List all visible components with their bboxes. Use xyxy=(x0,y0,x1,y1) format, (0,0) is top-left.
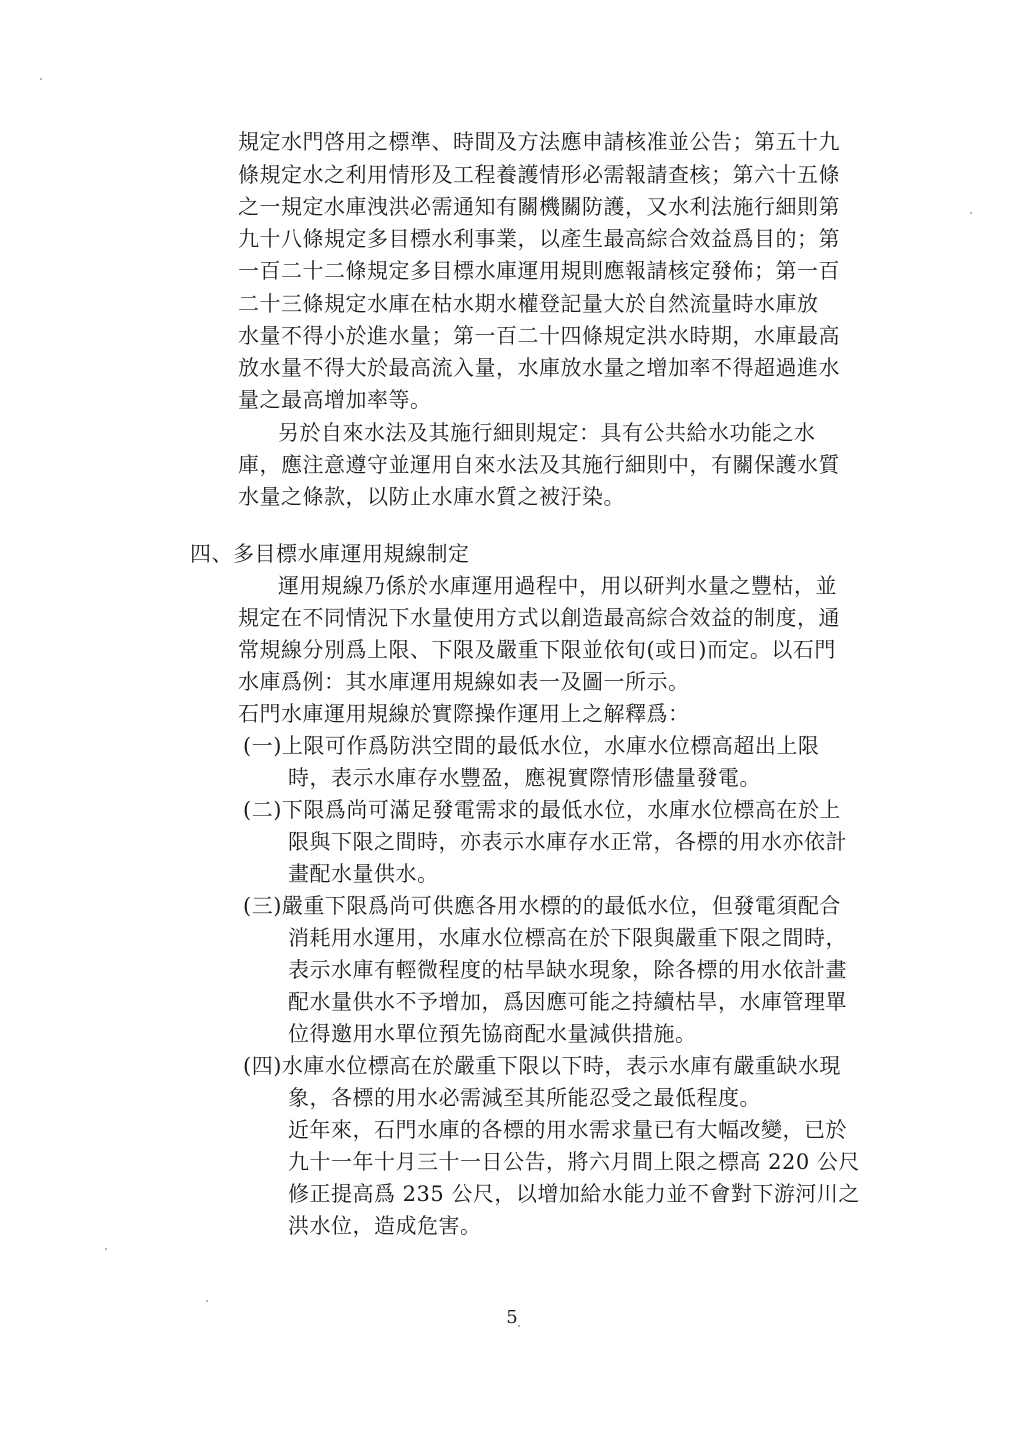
text-line: 條規定水之利用情形及工程養護情形必需報請查核；第六十五條 xyxy=(238,163,840,187)
scan-speck xyxy=(40,78,42,80)
text-line: 洪水位，造成危害。 xyxy=(288,1214,482,1238)
text-line: 限與下限之間時，亦表示水庫存水正常，各標的用水亦依計 xyxy=(288,830,847,854)
list-item: (四)水庫水位標高在於嚴重下限以下時，表示水庫有嚴重缺水現 xyxy=(243,1054,841,1078)
text-line: 九十一年十月三十一日公告，將六月間上限之標高 220 公尺 xyxy=(288,1150,860,1174)
text-line: 表示水庫有輕微程度的枯旱缺水現象，除各標的用水依計畫 xyxy=(288,958,847,982)
text-line: 消耗用水運用，水庫水位標高在於下限與嚴重下限之間時， xyxy=(288,926,847,950)
page-number: 5 xyxy=(506,1307,518,1328)
text-line: 修正提高爲 235 公尺，以增加給水能力並不會對下游河川之 xyxy=(288,1182,860,1206)
text-line: 一百二十二條規定多目標水庫運用規則應報請核定發佈；第一百 xyxy=(238,259,840,283)
text-line: 畫配水量供水。 xyxy=(288,862,439,886)
scan-speck xyxy=(105,1248,107,1250)
text-line: 水量之條款，以防止水庫水質之被汙染。 xyxy=(238,485,625,509)
list-item: (一)上限可作爲防洪空間的最低水位，水庫水位標高超出上限 xyxy=(243,734,820,758)
text-line: 運用規線乃係於水庫運用過程中，用以研判水量之豐枯，並 xyxy=(278,574,837,598)
text-line: 時，表示水庫存水豐盈，應視實際情形儘量發電。 xyxy=(288,766,761,790)
text-line: 水量不得小於進水量；第一百二十四條規定洪水時期，水庫最高 xyxy=(238,324,840,348)
text-line: 二十三條規定水庫在枯水期水權登記量大於自然流量時水庫放 xyxy=(238,292,819,316)
text-line: 量之最高增加率等。 xyxy=(238,388,432,412)
text-line: 常規線分別爲上限、下限及嚴重下限並依旬(或日)而定。以石門 xyxy=(238,638,836,662)
text-line: 水庫爲例：其水庫運用規線如表一及圖一所示。 xyxy=(238,670,690,694)
list-item: (二)下限爲尚可滿足發電需求的最低水位，水庫水位標高在於上 xyxy=(243,798,841,822)
text-line: 規定水門啓用之標準、時間及方法應申請核准並公告；第五十九 xyxy=(238,130,840,154)
text-line: 放水量不得大於最高流入量，水庫放水量之增加率不得超過進水 xyxy=(238,356,840,380)
text-line: 配水量供水不予增加，爲因應可能之持續枯旱，水庫管理單 xyxy=(288,990,847,1014)
text-line: 九十八條規定多目標水利事業，以產生最高綜合效益爲目的；第 xyxy=(238,227,840,251)
text-line: 石門水庫運用規線於實際操作運用上之解釋爲： xyxy=(238,702,690,726)
text-line: 位得邀用水單位預先協商配水量減供措施。 xyxy=(288,1022,697,1046)
list-item: (三)嚴重下限爲尚可供應各用水標的的最低水位，但發電須配合 xyxy=(243,894,841,918)
scan-speck xyxy=(518,1325,520,1327)
text-line: 規定在不同情況下水量使用方式以創造最高綜合效益的制度，通 xyxy=(238,606,840,630)
text-line: 庫，應注意遵守並運用自來水法及其施行細則中，有關保護水質 xyxy=(238,453,840,477)
text-line: 近年來，石門水庫的各標的用水需求量已有大幅改變，已於 xyxy=(288,1118,847,1142)
text-line: 另於自來水法及其施行細則規定：具有公共給水功能之水 xyxy=(278,421,816,445)
section-heading: 四、多目標水庫運用規線制定 xyxy=(190,542,470,566)
scan-speck xyxy=(206,1300,208,1302)
text-line: 象，各標的用水必需減至其所能忍受之最低程度。 xyxy=(288,1086,761,1110)
scan-speck xyxy=(970,212,972,214)
text-line: 之一規定水庫洩洪必需通知有關機關防護，又水利法施行細則第 xyxy=(238,195,840,219)
